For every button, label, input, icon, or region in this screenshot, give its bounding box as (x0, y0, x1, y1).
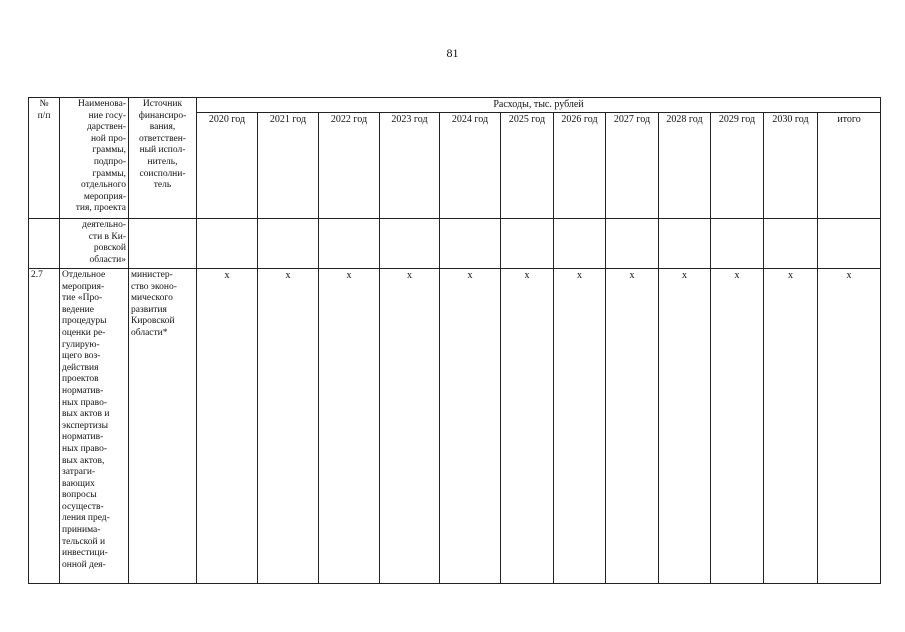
row-value: x (606, 269, 659, 584)
row-value: x (554, 269, 606, 584)
table-row (29, 219, 881, 269)
row-value: x (380, 269, 440, 584)
row-source: министер- ство эконо- мического развития Кировской области* (129, 269, 197, 584)
header-year: 2025 год (501, 113, 554, 219)
row-name: деятельно- сти в Ки- ровской области» (60, 219, 129, 269)
page-number: 81 (446, 46, 459, 60)
row-source (129, 219, 197, 269)
row-value (380, 219, 440, 269)
header-num: № п/п (29, 98, 60, 219)
row-value: x (764, 269, 818, 584)
header-year: 2023 год (380, 113, 440, 219)
row-num (29, 219, 60, 269)
header-year: 2021 год (258, 113, 319, 219)
header-year: 2028 год (659, 113, 711, 219)
header-source: Источник финансиро- вания, ответствен- ный испол- нитель, соисполни- тель (129, 98, 197, 219)
row-value (606, 219, 659, 269)
header-year: 2020 год (197, 113, 258, 219)
table-row (29, 269, 881, 584)
header-year: 2024 год (440, 113, 501, 219)
header-year: 2027 год (606, 113, 659, 219)
row-value (711, 219, 764, 269)
row-value: x (818, 269, 881, 584)
row-value: x (711, 269, 764, 584)
row-value (440, 219, 501, 269)
header-year: 2030 год (764, 113, 818, 219)
row-value: x (501, 269, 554, 584)
row-value (501, 219, 554, 269)
row-value (319, 219, 380, 269)
row-value: x (440, 269, 501, 584)
row-value: x (659, 269, 711, 584)
row-value (258, 219, 319, 269)
header-row-group (29, 98, 881, 113)
row-num: 2.7 (29, 269, 60, 584)
row-value (659, 219, 711, 269)
row-value (554, 219, 606, 269)
header-total: итого (818, 113, 881, 219)
header-year: 2029 год (711, 113, 764, 219)
row-value: x (197, 269, 258, 584)
row-name: Отдельное мероприя- тие «Про- ведение процедуры оценки ре- гулирую- щего воз- действия проектов норматив- ных право- вых актов и экспертизы норматив- ных право- вых актов, затраги- вающих вопросы осуществ- ления пред- принима- тельской и инвестици- онной дея- (60, 269, 129, 584)
row-value (197, 219, 258, 269)
header-name: Наименова- ние госу- дарствен- ной про- граммы, подпро- граммы, отдельного мероприя- тия, проекта (60, 98, 129, 219)
header-expenses-group: Расходы, тыс. рублей (197, 98, 881, 113)
row-value: x (319, 269, 380, 584)
row-value (764, 219, 818, 269)
row-value: x (258, 269, 319, 584)
header-year: 2022 год (319, 113, 380, 219)
expenses-table (28, 97, 881, 584)
row-value (818, 219, 881, 269)
header-year: 2026 год (554, 113, 606, 219)
